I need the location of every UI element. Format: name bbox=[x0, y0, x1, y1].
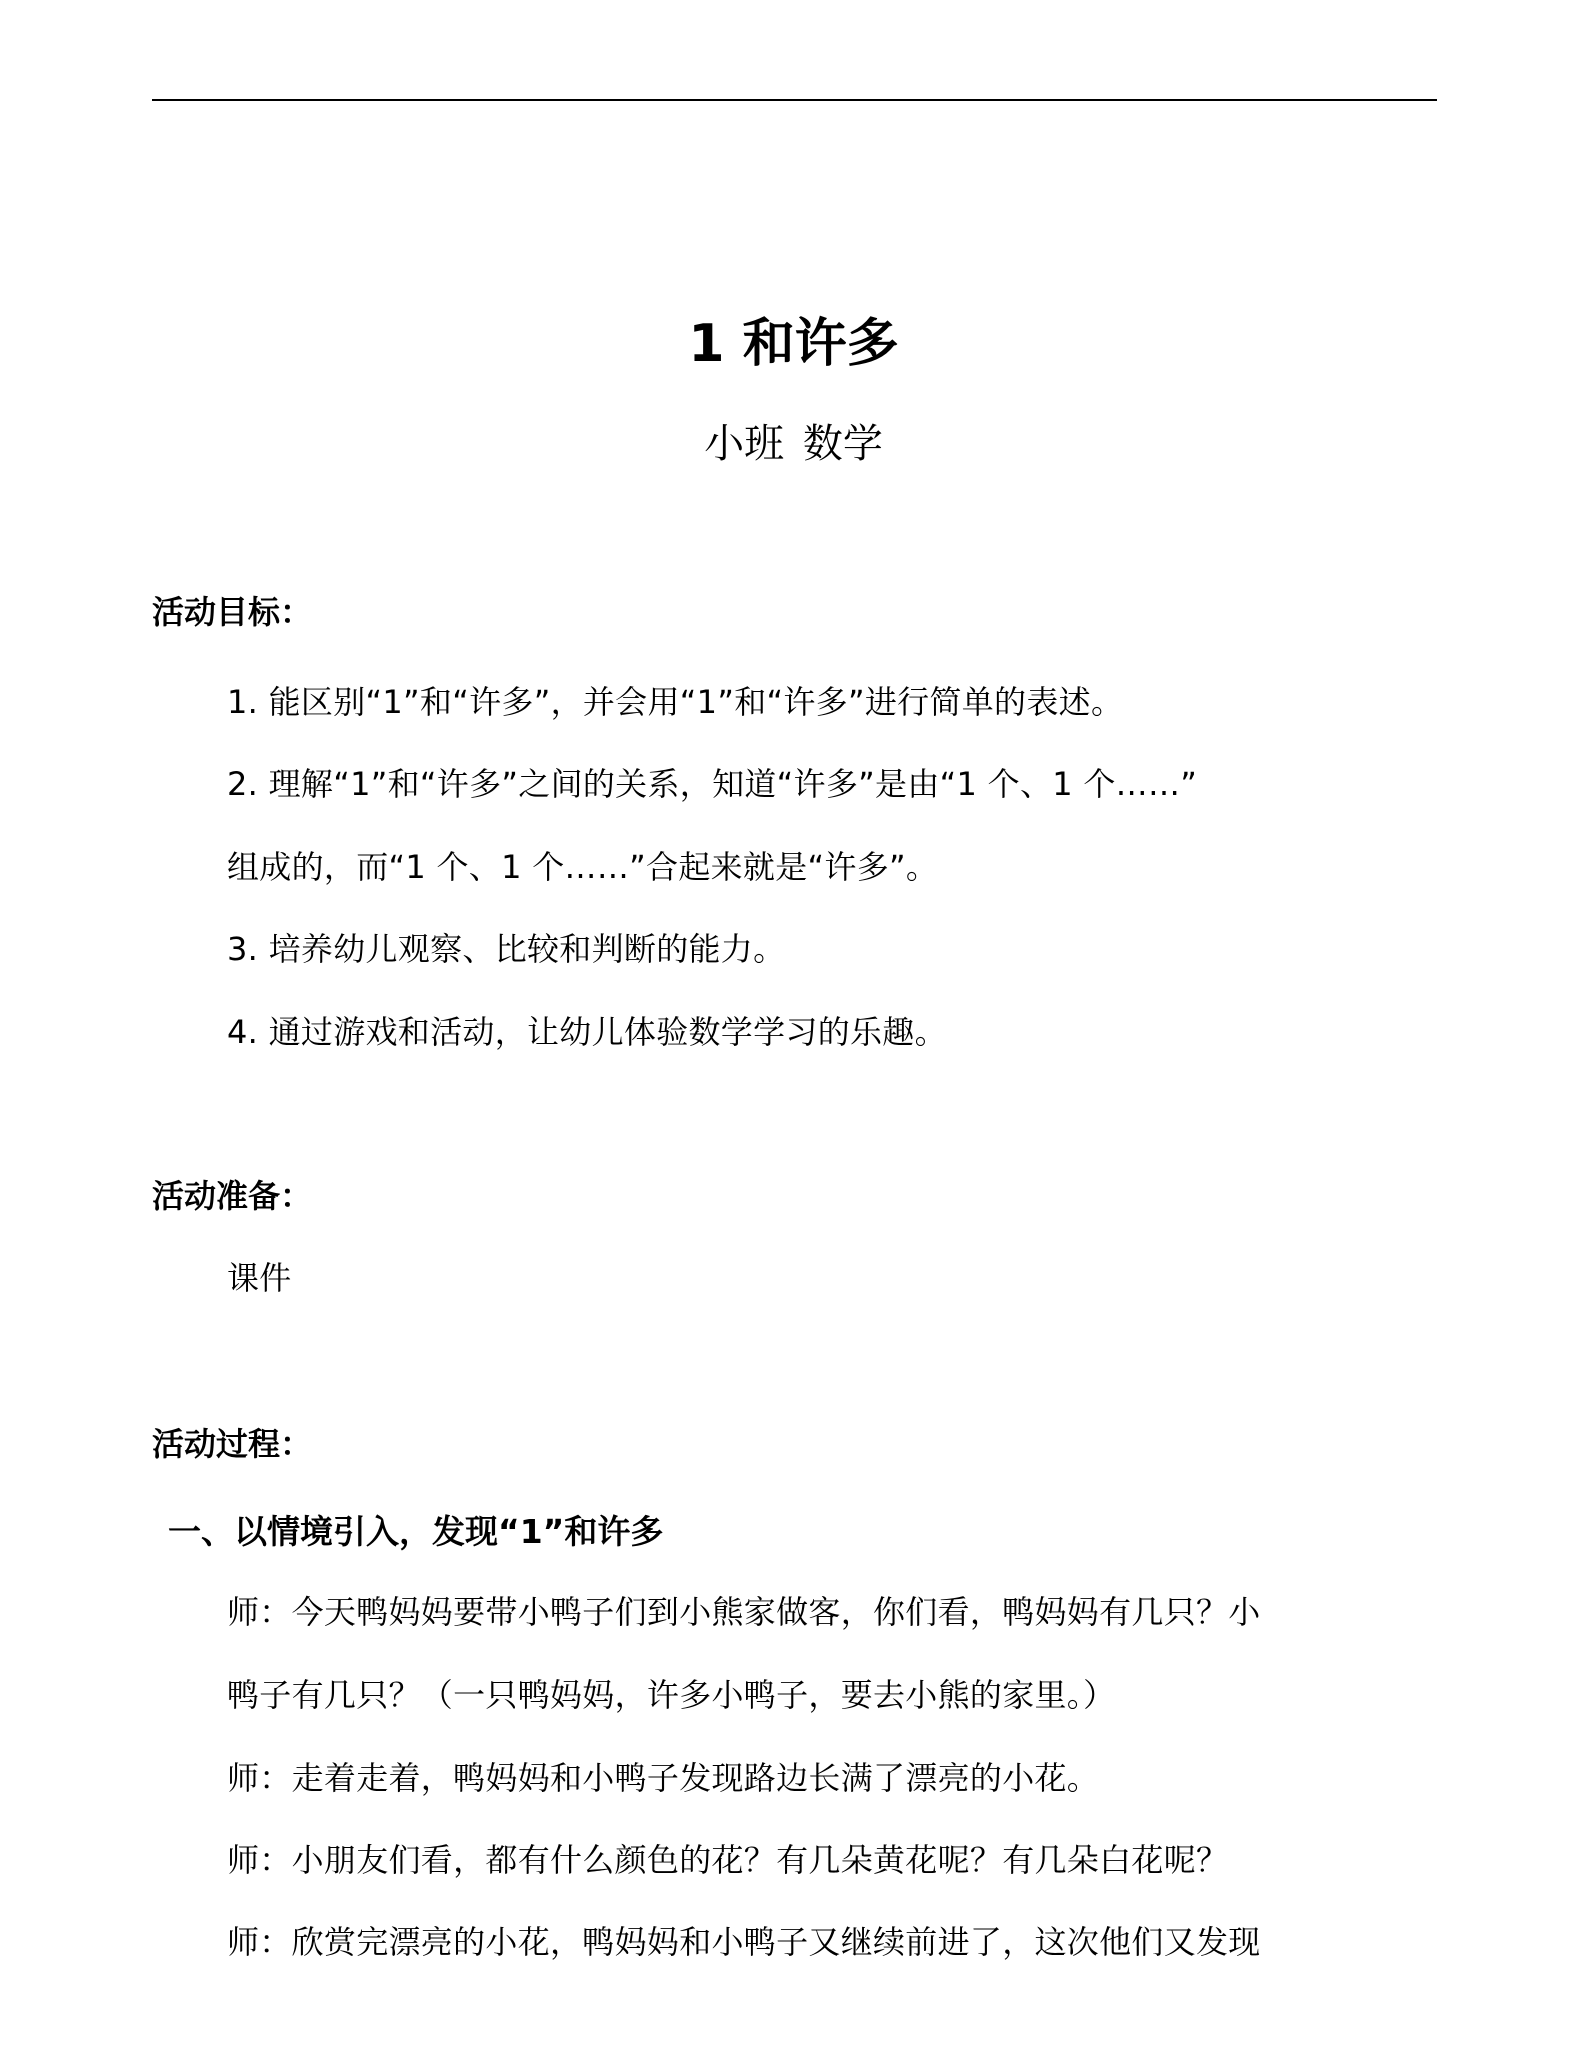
section-heading-preparation: 活动准备： bbox=[152, 1177, 313, 1215]
goal-line-4: 4. 通过游戏和活动，让幼儿体验数学学习的乐趣。 bbox=[227, 1013, 947, 1051]
goal-line-3: 3. 培养幼儿观察、比较和判断的能力。 bbox=[227, 930, 786, 968]
page-header-rule bbox=[152, 99, 1437, 101]
document-title: 1 和许多 bbox=[688, 314, 899, 374]
process-line-3: 师：走着走着，鸭妈妈和小鸭子发现路边长满了漂亮的小花。 bbox=[227, 1759, 1100, 1797]
goal-line-2-continued: 组成的，而“1 个、1 个……”合起来就是“许多”。 bbox=[227, 848, 939, 886]
section-heading-process: 活动过程： bbox=[152, 1425, 313, 1463]
process-line-2: 鸭子有几只？（一只鸭妈妈，许多小鸭子，要去小熊的家里。） bbox=[227, 1676, 1116, 1714]
process-subheading-1: 一、以情境引入，发现“1”和许多 bbox=[168, 1512, 664, 1551]
section-heading-goals: 活动目标： bbox=[152, 593, 313, 631]
process-line-4: 师：小朋友们看，都有什么颜色的花？有几朵黄花呢？有几朵白花呢？ bbox=[227, 1841, 1229, 1879]
goal-line-2: 2. 理解“1”和“许多”之间的关系，知道“许多”是由“1 个、1 个……” bbox=[227, 765, 1198, 803]
process-line-5: 师：欣赏完漂亮的小花，鸭妈妈和小鸭子又继续前进了，这次他们又发现 bbox=[227, 1923, 1261, 1961]
goal-line-1: 1. 能区别“1”和“许多”，并会用“1”和“许多”进行简单的表述。 bbox=[227, 683, 1124, 721]
process-line-1: 师：今天鸭妈妈要带小鸭子们到小熊家做客，你们看，鸭妈妈有几只？小 bbox=[227, 1593, 1261, 1631]
preparation-line-1: 课件 bbox=[227, 1259, 292, 1297]
document-subtitle: 小班 数学 bbox=[704, 421, 883, 467]
